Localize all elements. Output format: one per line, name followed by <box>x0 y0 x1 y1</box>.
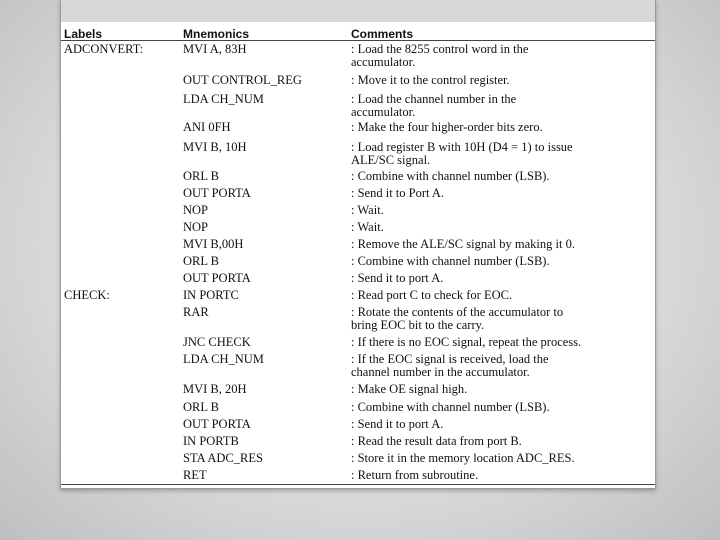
row-mnemonic: ANI 0FH <box>183 120 231 134</box>
row-comment: : Remove the ALE/SC signal by making it 0. <box>351 237 575 251</box>
row-comment: : If the EOC signal is received, load the channel number in the accumulator. <box>351 352 549 379</box>
row-comment: : Wait. <box>351 220 384 234</box>
row-mnemonic: STA ADC_RES <box>183 451 263 465</box>
row-mnemonic: MVI B, 20H <box>183 382 247 396</box>
header-comments: Comments <box>351 27 414 41</box>
top-bar <box>61 0 655 22</box>
header-divider <box>61 40 655 41</box>
row-mnemonic: MVI B,00H <box>183 237 244 251</box>
row-comment: : Send it to port A. <box>351 417 444 431</box>
row-comment: : Combine with channel number (LSB). <box>351 400 550 414</box>
row-comment: : Send it to port A. <box>351 271 444 285</box>
row-mnemonic: ORL B <box>183 169 219 183</box>
row-mnemonic: LDA CH_NUM <box>183 352 264 366</box>
row-comment: : If there is no EOC signal, repeat the process. <box>351 335 582 349</box>
row-label: ADCONVERT: <box>64 42 144 56</box>
row-comment: : Return from subroutine. <box>351 468 479 482</box>
row-comment: : Send it to Port A. <box>351 186 445 200</box>
row-label: CHECK: <box>64 288 110 302</box>
row-mnemonic: MVI A, 83H <box>183 42 247 56</box>
row-mnemonic: OUT PORTA <box>183 271 251 285</box>
row-mnemonic: OUT CONTROL_REG <box>183 73 302 87</box>
row-mnemonic: RAR <box>183 305 209 319</box>
row-comment: : Read port C to check for EOC. <box>351 288 513 302</box>
row-mnemonic: MVI B, 10H <box>183 140 247 154</box>
row-mnemonic: NOP <box>183 220 209 234</box>
row-comment: : Store it in the memory location ADC_RES. <box>351 451 575 465</box>
row-mnemonic: RET <box>183 468 207 482</box>
header-labels: Labels <box>64 27 103 41</box>
row-comment: : Read the result data from port B. <box>351 434 522 448</box>
row-comment: : Wait. <box>351 203 384 217</box>
row-comment: : Load the 8255 control word in the accumulator. <box>351 42 529 69</box>
row-comment: : Combine with channel number (LSB). <box>351 254 550 268</box>
row-mnemonic: OUT PORTA <box>183 417 251 431</box>
row-mnemonic: ORL B <box>183 254 219 268</box>
table-bottom-rule <box>61 484 655 485</box>
header-mnemonics: Mnemonics <box>183 27 250 41</box>
row-comment: : Load register B with 10H (D4 = 1) to issue ALE/SC signal. <box>351 140 573 167</box>
row-mnemonic: NOP <box>183 203 209 217</box>
row-mnemonic: IN PORTC <box>183 288 239 302</box>
row-comment: : Load the channel number in the accumulator. <box>351 92 517 119</box>
row-mnemonic: LDA CH_NUM <box>183 92 264 106</box>
row-comment: : Make OE signal high. <box>351 382 468 396</box>
row-comment: : Make the four higher-order bits zero. <box>351 120 543 134</box>
row-mnemonic: IN PORTB <box>183 434 239 448</box>
row-comment: : Rotate the contents of the accumulator to bring EOC bit to the carry. <box>351 305 564 332</box>
row-mnemonic: ORL B <box>183 400 219 414</box>
row-comment: : Move it to the control register. <box>351 73 510 87</box>
row-mnemonic: JNC CHECK <box>183 335 251 349</box>
row-comment: : Combine with channel number (LSB). <box>351 169 550 183</box>
row-mnemonic: OUT PORTA <box>183 186 251 200</box>
slide-panel <box>60 0 656 489</box>
